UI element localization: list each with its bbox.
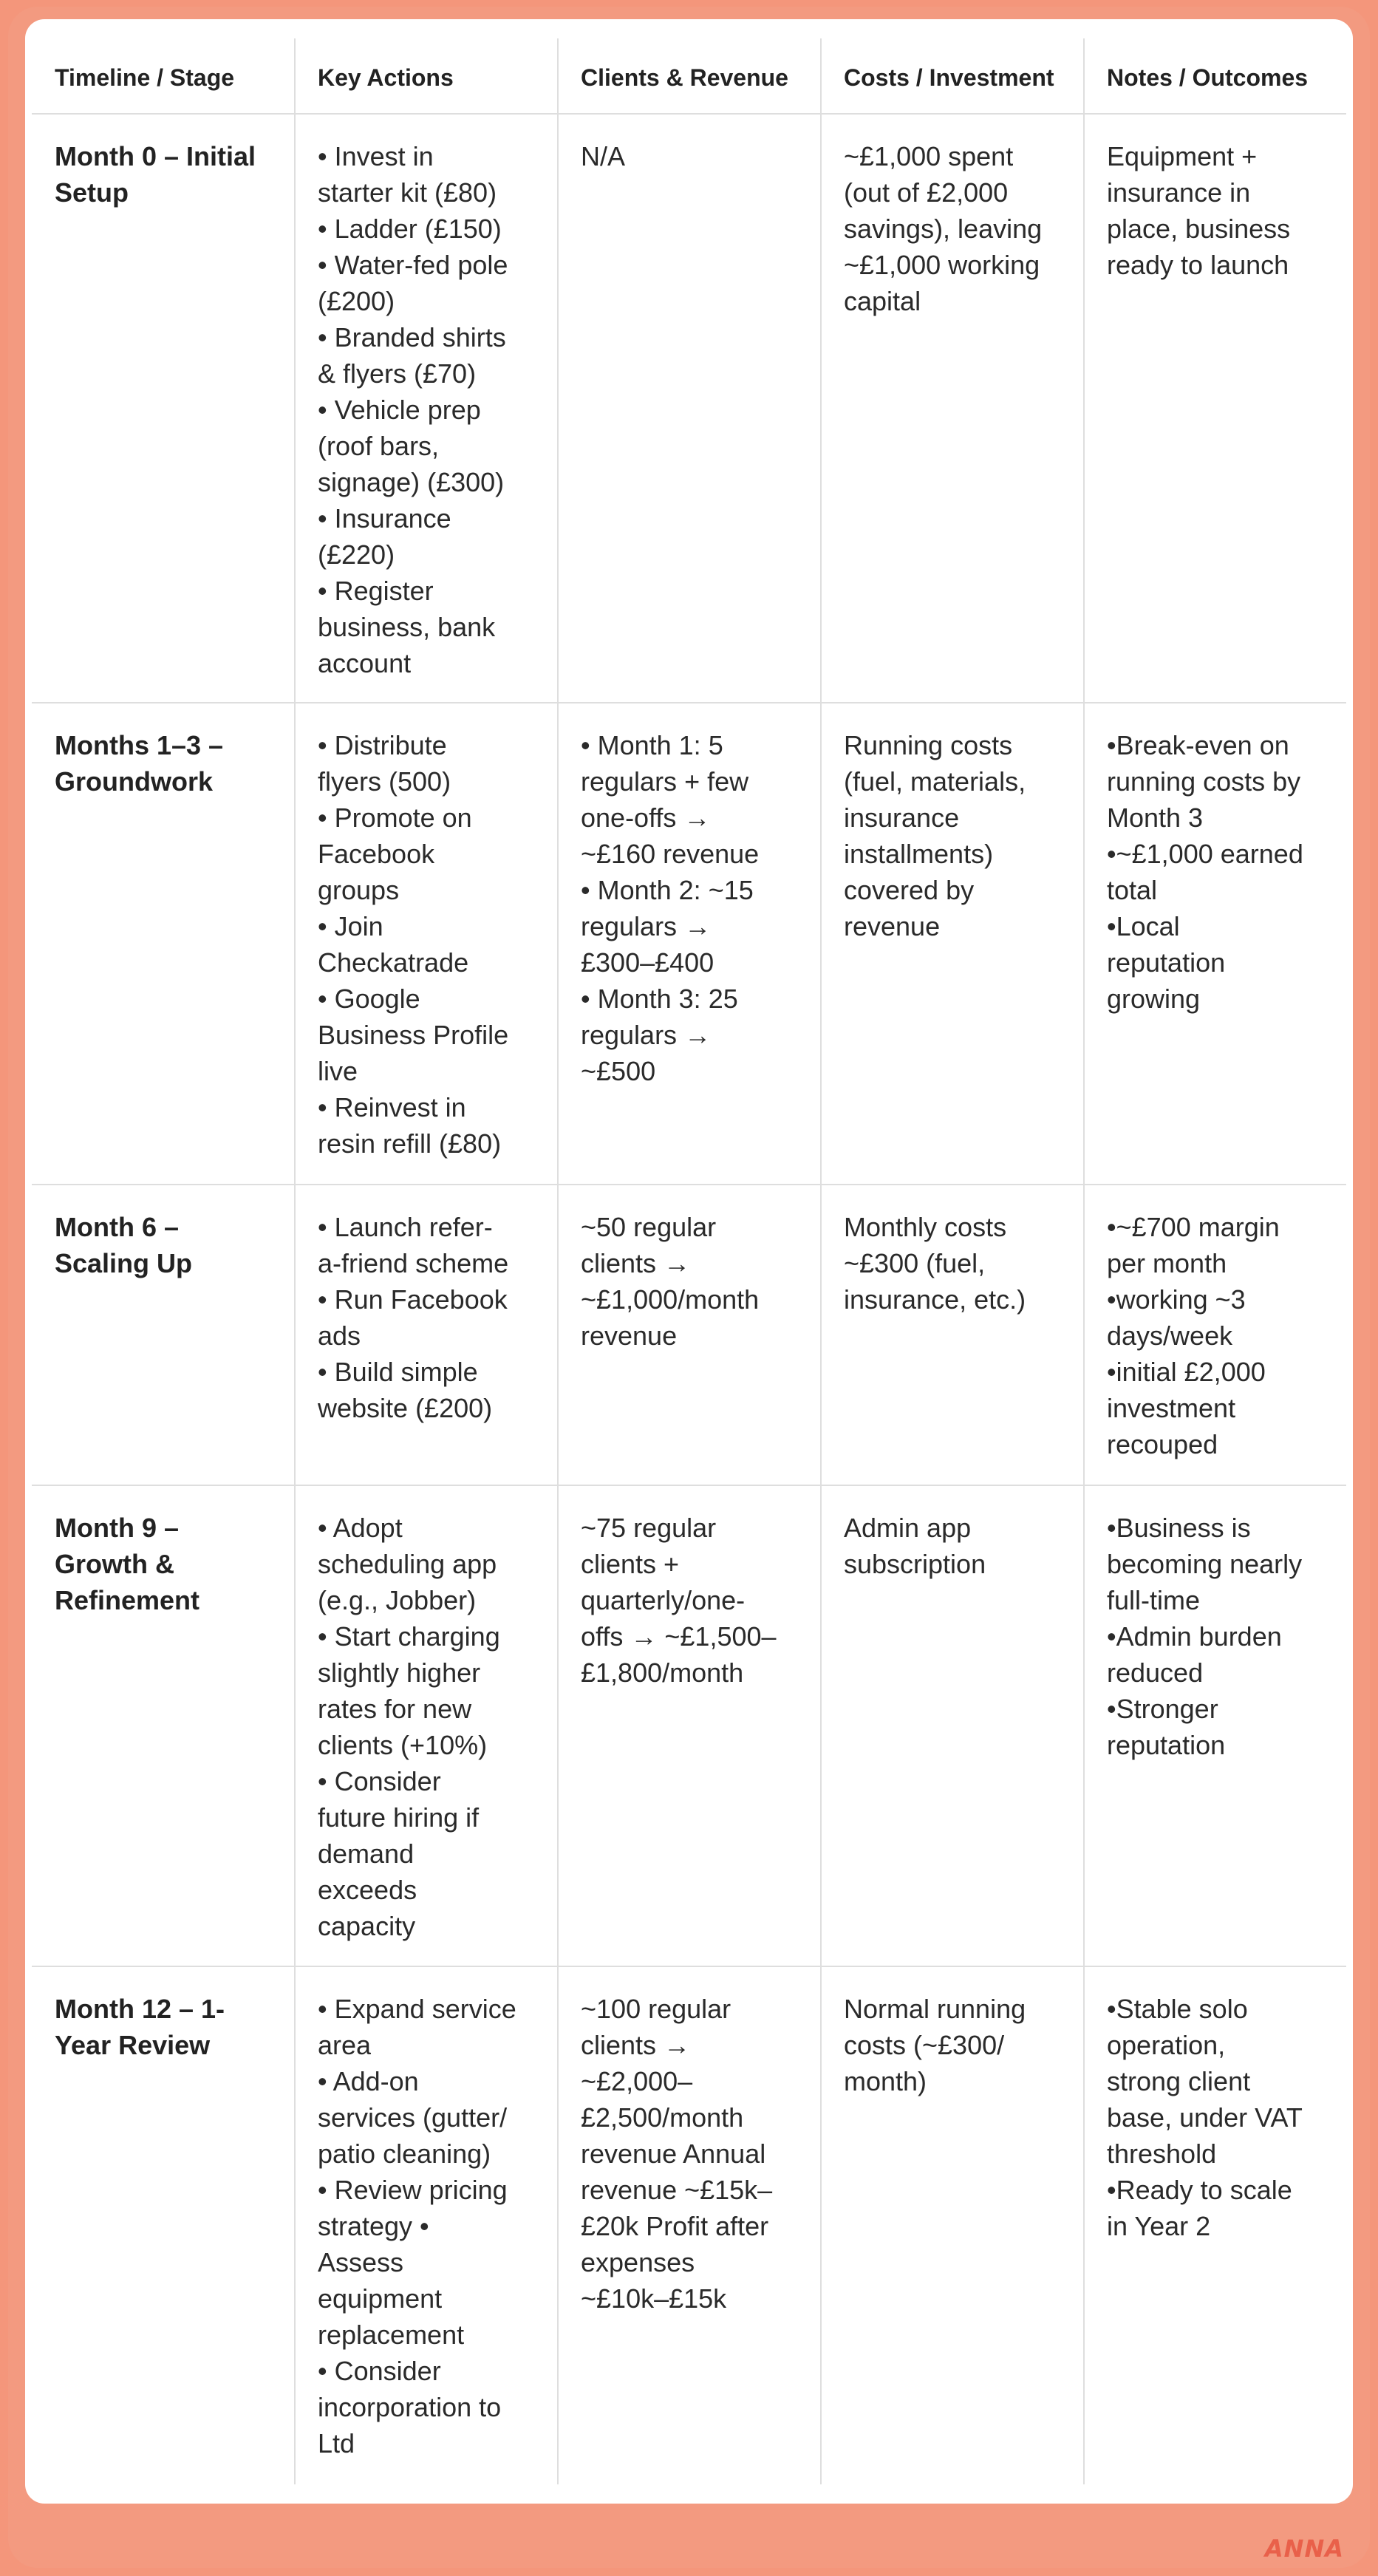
row-month0-costs: ~£1,000 spent (out of £2,000 savings), leaving ~£1,000 working capital bbox=[844, 141, 1043, 316]
row-month12-notes: •Stable solo operation, strong client base, under VAT threshold •Ready to scale in Year 2 bbox=[1107, 1994, 1303, 2241]
row-month12-stage: Month 12 – 1- Year Review bbox=[55, 1994, 225, 2060]
row-month0-clients: N/A bbox=[581, 141, 626, 171]
row-month0-stage: Month 0 – Initial Setup bbox=[55, 141, 256, 208]
row-month6-actions: • Launch refer- a-friend scheme • Run Facebook ads • Build simple website (£200) bbox=[318, 1212, 509, 1423]
row-divider bbox=[32, 1184, 1346, 1185]
row-month6-notes: •~£700 margin per month •working ~3 days/week •initial £2,000 investment recouped bbox=[1107, 1212, 1280, 1459]
row-months1-3-costs: Running costs (fuel, materials, insurance installments) covered by revenue bbox=[844, 730, 1026, 941]
row-month12-costs: Normal running costs (~£300/ month) bbox=[844, 1994, 1026, 2096]
column-divider bbox=[820, 38, 822, 2484]
roadmap-table bbox=[25, 19, 1353, 2504]
row-months1-3-clients: • Month 1: 5 regulars + few one-offs → ~£160 revenue • Month 2: ~15 regulars → £300–£400 • Month 3: 25 regulars → ~£500 bbox=[581, 730, 760, 1086]
column-divider bbox=[294, 38, 296, 2484]
row-month12-clients: ~100 regular clients → ~£2,000– £2,500/month revenue Annual revenue ~£15k– £20k Profit after expenses ~£10k–£15k bbox=[581, 1994, 773, 2314]
row-divider bbox=[32, 1966, 1346, 1967]
header-notes-outcomes: Notes / Outcomes bbox=[1107, 64, 1309, 91]
row-month9-costs: Admin app subscription bbox=[844, 1513, 986, 1579]
header-key-actions: Key Actions bbox=[318, 64, 454, 91]
header-timeline-stage: Timeline / Stage bbox=[55, 64, 235, 91]
column-divider bbox=[557, 38, 559, 2484]
row-month9-notes: •Business is becoming nearly full-time •Admin burden reduced •Stronger reputation bbox=[1107, 1513, 1303, 1760]
row-months1-3-notes: •Break-even on running costs by Month 3 •~£1,000 earned total •Local reputation growing bbox=[1107, 730, 1303, 1014]
row-month12-actions: • Expand service area • Add-on services (gutter/ patio cleaning) • Review pricing strategy • Assess equipment replacement • Consider incorporation to Ltd bbox=[318, 1994, 516, 2459]
row-month6-costs: Monthly costs ~£300 (fuel, insurance, etc.) bbox=[844, 1212, 1026, 1315]
row-divider bbox=[32, 113, 1346, 115]
column-divider bbox=[1083, 38, 1085, 2484]
anna-logo: ANNA bbox=[1264, 2535, 1344, 2563]
row-divider bbox=[32, 702, 1346, 703]
row-month0-notes: Equipment + insurance in place, business ready to launch bbox=[1107, 141, 1291, 280]
header-costs-investment: Costs / Investment bbox=[844, 64, 1054, 91]
row-months1-3-actions: • Distribute flyers (500) • Promote on Facebook groups • Join Checkatrade • Google Business Profile live • Reinvest in resin refill (£80) bbox=[318, 730, 509, 1159]
row-divider bbox=[32, 1485, 1346, 1486]
row-months1-3-stage: Months 1–3 – Groundwork bbox=[55, 730, 224, 797]
row-month9-clients: ~75 regular clients + quarterly/one- offs → ~£1,500– £1,800/month bbox=[581, 1513, 777, 1688]
row-month9-stage: Month 9 – Growth & Refinement bbox=[55, 1513, 200, 1615]
row-month9-actions: • Adopt scheduling app (e.g., Jobber) • Start charging slightly higher rates for new clients (+10%) • Consider future hiring if demand exceeds capacity bbox=[318, 1513, 500, 1941]
row-month6-clients: ~50 regular clients → ~£1,000/month revenue bbox=[581, 1212, 760, 1351]
row-month6-stage: Month 6 – Scaling Up bbox=[55, 1212, 193, 1278]
header-clients-revenue: Clients & Revenue bbox=[581, 64, 788, 91]
row-month0-actions: • Invest in starter kit (£80) • Ladder (£150) • Water-fed pole (£200) • Branded shirts & flyers (£70) • Vehicle prep (roof bars, signage) (£300) • Insurance (£220) • Register business, bank account bbox=[318, 141, 508, 678]
